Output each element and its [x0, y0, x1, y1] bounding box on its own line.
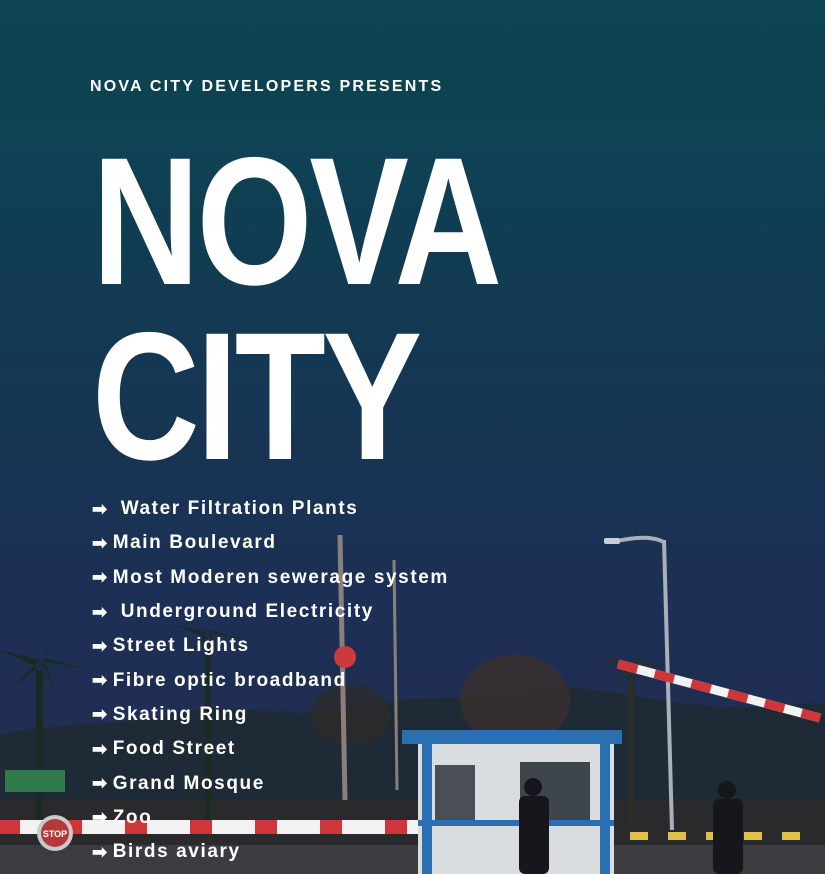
right-arrow-icon: ➡	[92, 601, 109, 622]
feature-label: Most Moderen sewerage system	[112, 566, 449, 588]
road-sign	[5, 770, 65, 792]
feature-item	[92, 663, 449, 697]
feature-label: Street Lights	[112, 635, 250, 657]
right-arrow-icon: ➡	[92, 773, 109, 794]
right-arrow-icon: ➡	[92, 532, 109, 553]
feature-item	[92, 732, 449, 766]
right-arrow-icon: ➡	[92, 567, 109, 588]
headline-line-1: NOVA	[92, 119, 499, 323]
feature-label: Birds aviary	[112, 841, 241, 863]
stop-sign-label: STOP	[42, 829, 68, 839]
street-lamp-head	[604, 538, 620, 544]
feature-label: Main Boulevard	[112, 532, 277, 554]
right-arrow-icon: ➡	[92, 704, 109, 725]
feature-list	[92, 492, 449, 869]
presenter-subtitle: NOVA CITY DEVELOPERS PRESENTS	[90, 78, 444, 95]
feature-item	[92, 835, 449, 869]
feature-label: Water Filtration Plants	[120, 498, 359, 520]
right-arrow-icon: ➡	[92, 841, 109, 862]
feature-item	[92, 629, 449, 663]
right-arrow-icon: ➡	[92, 498, 109, 519]
feature-label: Zoo	[112, 806, 153, 828]
feature-label: Underground Electricity	[120, 601, 374, 623]
right-arrow-icon: ➡	[92, 670, 109, 691]
top-shade	[0, 0, 825, 120]
stop-sign	[37, 815, 73, 851]
feature-item	[92, 595, 449, 629]
feature-label: Fibre optic broadband	[112, 669, 347, 691]
headline-line-2: CITY	[92, 294, 419, 498]
feature-item	[92, 526, 449, 560]
feature-label: Grand Mosque	[112, 772, 265, 794]
right-arrow-icon: ➡	[92, 738, 109, 759]
feature-item	[92, 698, 449, 732]
feature-label: Food Street	[112, 738, 236, 760]
right-arrow-icon: ➡	[92, 807, 109, 828]
feature-item	[92, 492, 449, 526]
feature-item	[92, 766, 449, 800]
right-arrow-icon: ➡	[92, 635, 109, 656]
feature-item	[92, 561, 449, 595]
feature-item	[92, 801, 449, 835]
feature-label: Skating Ring	[112, 703, 249, 725]
